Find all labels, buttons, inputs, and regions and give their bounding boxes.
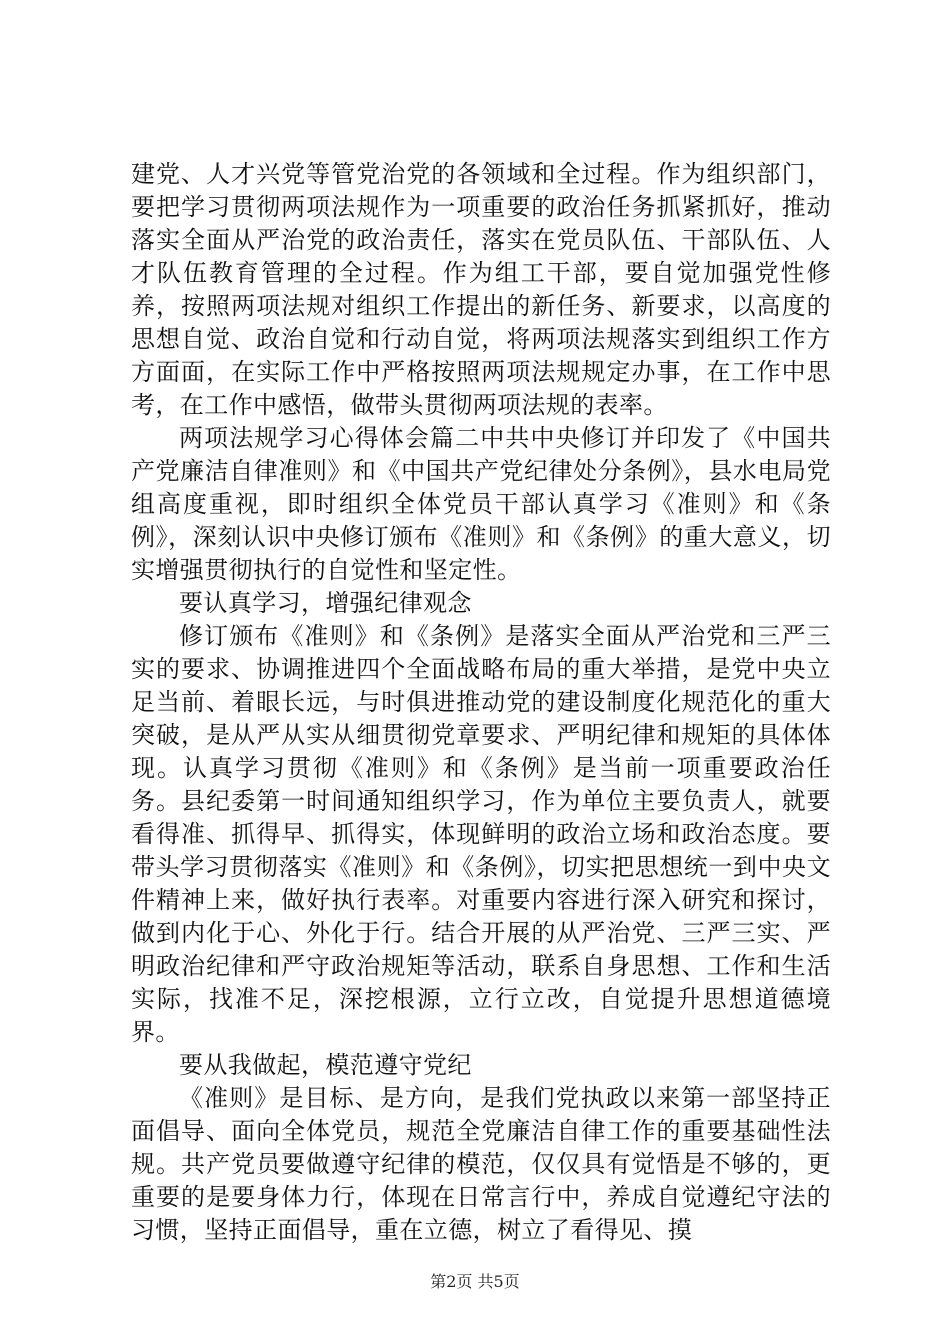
section-heading-1: 要认真学习，增强纪律观念 bbox=[179, 589, 472, 617]
paragraph-1: 建党、人才兴党等管党治党的各领域和全过程。作为组织部门，要把学习贯彻两项法规作为一项重要的政治任务抓紧抓好，推动落实全面从严治党的政治责任，落实在党员队伍、干部队伍、人才队伍教育管理的全过程。作为组工干部，要自觉加强党性修养，按照两项法规对组织工作提出的新任务、新要求，以高度的思想自觉、政治自觉和行动自觉，将两项法规落实到组织工作方方面面，在实际工作中严格按照两项法规规定办事，在工作中思考，在工作中感悟，做带头贯彻两项法规的表率。 bbox=[131, 160, 831, 419]
section-heading-2: 要从我做起，模范遵守党纪 bbox=[179, 1051, 472, 1079]
page-number-footer: 第2页 共5页 bbox=[430, 1272, 520, 1291]
paragraph-2: 两项法规学习心得体会篇二中共中央修订并印发了《中国共产党廉洁自律准则》和《中国共产党纪律处分条例》，县水电局党组高度重视，即时组织全体党员干部认真学习《准则》和《条例》，深刻认识中央修订颁布《准则》和《条例》的重大意义，切实增强贯彻执行的自觉性和坚定性。 bbox=[131, 424, 831, 584]
document-body bbox=[131, 158, 831, 1247]
paragraph-3: 修订颁布《准则》和《条例》是落实全面从严治党和三严三实的要求、协调推进四个全面战略布局的重大举措，是党中央立足当前、着眼长远，与时俱进推动党的建设制度化规范化的重大突破，是从严从实从细贯彻党章要求、严明纪律和规矩的具体体现。认真学习贯彻《准则》和《条例》是当前一项重要政治任务。县纪委第一时间通知组织学习，作为单位主要负责人，就要看得准、抓得早、抓得实，体现鲜明的政治立场和政治态度。要带头学习贯彻落实《准则》和《条例》，切实把思想统一到中央文件精神上来，做好执行表率。对重要内容进行深入研究和探讨，做到内化于心、外化于行。结合开展的从严治党、三严三实、严明政治纪律和严守政治规矩等活动，联系自身思想、工作和生活实际，找准不足，深挖根源，立行立改，自觉提升思想道德境界。 bbox=[131, 622, 831, 1046]
paragraph-4: 《准则》是目标、是方向，是我们党执政以来第一部坚持正面倡导、面向全体党员，规范全党廉洁自律工作的重要基础性法规。共产党员要做遵守纪律的模范，仅仅具有觉悟是不够的，更重要的是要身体力行，体现在日常言行中，养成自觉遵纪守法的习惯，坚持正面倡导，重在立德，树立了看得见、摸 bbox=[131, 1084, 831, 1244]
